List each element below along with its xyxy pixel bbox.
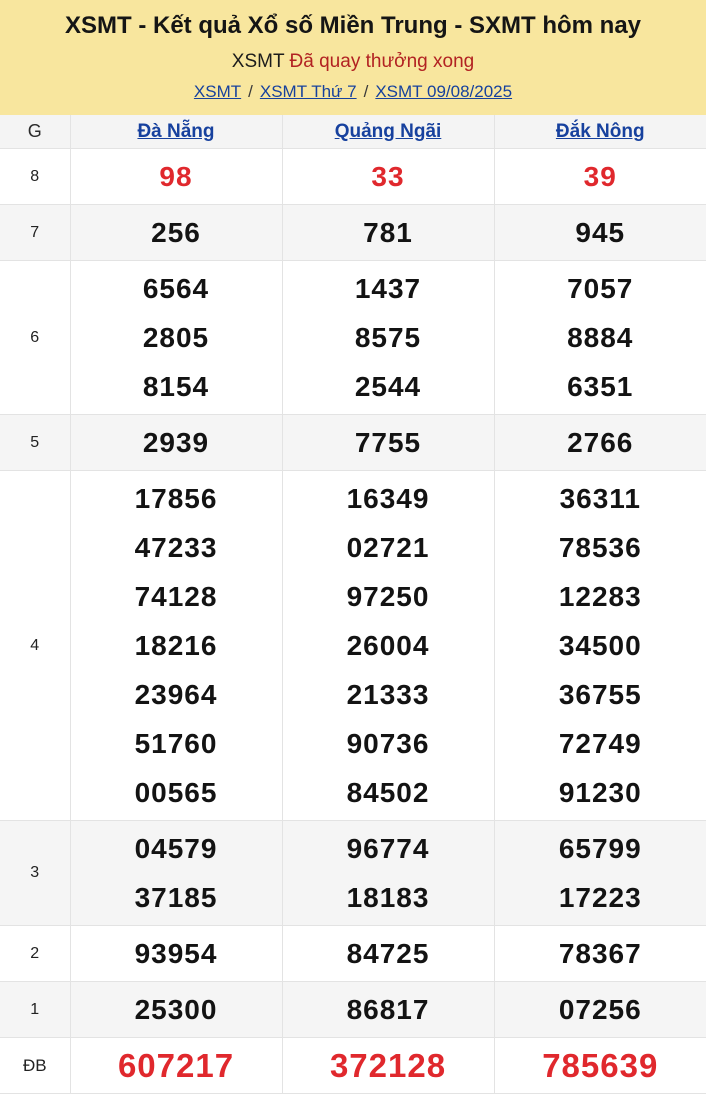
- breadcrumb-link-xsmt[interactable]: XSMT: [194, 82, 241, 101]
- breadcrumb-separator: /: [357, 82, 376, 101]
- table-row: [0, 1038, 706, 1094]
- prize-number: 7755: [283, 418, 494, 467]
- result-cell: [70, 1038, 282, 1094]
- prize-number: 8575: [283, 313, 494, 362]
- table-row: [0, 149, 706, 205]
- result-cell: [70, 205, 282, 261]
- prize-number: 8884: [495, 313, 706, 362]
- prize-number: 6564: [71, 264, 282, 313]
- table-row: [0, 261, 706, 415]
- results-head: [0, 115, 706, 149]
- result-cell: [494, 821, 706, 926]
- prize-label: 5: [0, 415, 70, 471]
- prize-label: 3: [0, 821, 70, 926]
- prize-number: 33: [283, 152, 494, 201]
- prize-number: 256: [71, 208, 282, 257]
- result-cell: [282, 471, 494, 821]
- result-cell: [494, 415, 706, 471]
- column-header-dak-nong: [494, 115, 706, 149]
- prize-label: 4: [0, 471, 70, 821]
- prize-number: 17223: [495, 873, 706, 922]
- prize-number: 97250: [283, 572, 494, 621]
- prize-number: 18216: [71, 621, 282, 670]
- header-row: [0, 115, 706, 149]
- result-cell: [494, 149, 706, 205]
- result-cell: [282, 205, 494, 261]
- prize-number: 36755: [495, 670, 706, 719]
- prize-number: 7057: [495, 264, 706, 313]
- prize-label: 2: [0, 926, 70, 982]
- page-title: XSMT - Kết quả Xổ số Miền Trung - SXMT hôm nay: [8, 11, 698, 41]
- prize-label: ĐB: [0, 1038, 70, 1094]
- table-row: [0, 926, 706, 982]
- prize-number: 37185: [71, 873, 282, 922]
- prize-number: 84725: [283, 929, 494, 978]
- prize-number: 607217: [71, 1041, 282, 1090]
- breadcrumb: [8, 81, 698, 102]
- prize-number: 12283: [495, 572, 706, 621]
- prize-label: 8: [0, 149, 70, 205]
- prize-number: 65799: [495, 824, 706, 873]
- status-line: [8, 50, 698, 73]
- prize-number: 96774: [283, 824, 494, 873]
- prize-label: 6: [0, 261, 70, 415]
- prize-number: 02721: [283, 523, 494, 572]
- province-link-quang-ngai[interactable]: Quảng Ngãi: [335, 121, 442, 142]
- prize-number: 372128: [283, 1041, 494, 1090]
- breadcrumb-separator: /: [241, 82, 260, 101]
- table-row: [0, 471, 706, 821]
- prize-number: 781: [283, 208, 494, 257]
- result-cell: [282, 982, 494, 1038]
- province-link-da-nang[interactable]: Đà Nẵng: [137, 121, 214, 142]
- prize-number: 8154: [71, 362, 282, 411]
- breadcrumb-link-xsmt-date[interactable]: XSMT 09/08/2025: [375, 82, 512, 101]
- results-body: [0, 149, 706, 1094]
- table-row: [0, 205, 706, 261]
- prize-number: 945: [495, 208, 706, 257]
- results-table: [0, 115, 706, 1094]
- result-cell: [494, 261, 706, 415]
- prize-number: 23964: [71, 670, 282, 719]
- result-cell: [494, 471, 706, 821]
- prize-number: 2766: [495, 418, 706, 467]
- prize-number: 00565: [71, 768, 282, 817]
- column-header-quang-ngai: [282, 115, 494, 149]
- result-cell: [282, 1038, 494, 1094]
- status-prefix: XSMT: [232, 51, 285, 72]
- result-cell: [70, 415, 282, 471]
- prize-number: 17856: [71, 474, 282, 523]
- result-cell: [494, 982, 706, 1038]
- prize-number: 2805: [71, 313, 282, 362]
- prize-number: 6351: [495, 362, 706, 411]
- prize-number: 93954: [71, 929, 282, 978]
- prize-number: 47233: [71, 523, 282, 572]
- prize-number: 16349: [283, 474, 494, 523]
- prize-number: 34500: [495, 621, 706, 670]
- result-cell: [494, 926, 706, 982]
- prize-number: 36311: [495, 474, 706, 523]
- result-cell: [282, 415, 494, 471]
- column-header-prize: G: [0, 115, 70, 149]
- prize-number: 26004: [283, 621, 494, 670]
- result-cell: [70, 471, 282, 821]
- column-header-da-nang: [70, 115, 282, 149]
- result-cell: [70, 982, 282, 1038]
- prize-number: 785639: [495, 1041, 706, 1090]
- province-link-dak-nong[interactable]: Đắk Nông: [556, 121, 645, 142]
- prize-number: 21333: [283, 670, 494, 719]
- prize-number: 90736: [283, 719, 494, 768]
- breadcrumb-link-xsmt-thu-7[interactable]: XSMT Thứ 7: [260, 82, 357, 101]
- prize-number: 04579: [71, 824, 282, 873]
- prize-number: 25300: [71, 985, 282, 1034]
- prize-label: 1: [0, 982, 70, 1038]
- prize-number: 39: [495, 152, 706, 201]
- prize-number: 86817: [283, 985, 494, 1034]
- table-row: [0, 415, 706, 471]
- prize-number: 84502: [283, 768, 494, 817]
- table-row: [0, 821, 706, 926]
- prize-number: 2939: [71, 418, 282, 467]
- result-cell: [282, 926, 494, 982]
- prize-number: 18183: [283, 873, 494, 922]
- prize-number: 2544: [283, 362, 494, 411]
- prize-number: 91230: [495, 768, 706, 817]
- status-text: Đã quay thưởng xong: [290, 51, 475, 72]
- result-cell: [70, 149, 282, 205]
- result-cell: [282, 261, 494, 415]
- result-cell: [494, 1038, 706, 1094]
- prize-label: 7: [0, 205, 70, 261]
- result-cell: [494, 205, 706, 261]
- prize-number: 74128: [71, 572, 282, 621]
- prize-number: 51760: [71, 719, 282, 768]
- result-cell: [70, 261, 282, 415]
- table-row: [0, 982, 706, 1038]
- result-cell: [70, 926, 282, 982]
- page-header: [0, 0, 706, 115]
- result-cell: [70, 821, 282, 926]
- result-cell: [282, 821, 494, 926]
- prize-number: 07256: [495, 985, 706, 1034]
- prize-number: 1437: [283, 264, 494, 313]
- result-cell: [282, 149, 494, 205]
- prize-number: 78367: [495, 929, 706, 978]
- prize-number: 98: [71, 152, 282, 201]
- prize-number: 78536: [495, 523, 706, 572]
- prize-number: 72749: [495, 719, 706, 768]
